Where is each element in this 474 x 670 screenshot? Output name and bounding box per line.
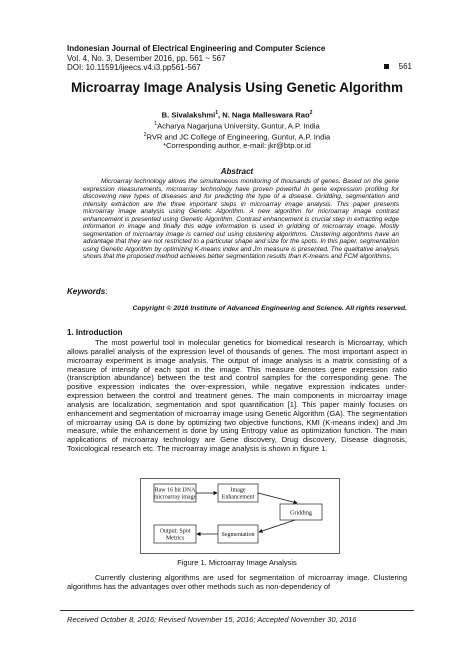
figure-caption: Figure 1. Microarray Image Analysis [177, 558, 297, 567]
box-output-spot-metrics [154, 525, 196, 543]
author-block [0, 109, 474, 151]
paragraph-2: Currently clustering algorithms are used for segmentation of microarray image. Clustering algorithms has the advantages over other methods such as non-dependency of [67, 573, 407, 591]
section-heading: 1. Introduction [67, 328, 123, 337]
box-raw-image [154, 484, 197, 502]
svg-text:Metrics: Metrics [165, 535, 185, 542]
abstract-text: Microarray technology allows the simultaneous monitoring of thousands of genes. Based on the gene expression measurements, microarray technology have proven powerful in gene expression profiling for discovering new types of diseases and for predicting the type of a disease. Gridding, segmentation and intensity extraction are the three important steps in microarray image analysis. This paper presents microarray image analysis using Genetic Algorithm. A new algorithm for microarray image contrast enhancement is presented using Genetic Algorithm. Contrast enhancement is crucial step in extracting edge information in image and finally this edge information is used in gridding of microarray image. Mostly segmentation of microarray image is carried out using clustering algorithms. Clustering algorithms have an advantage that they are not restricted to a particular shape and size for the spots. In this paper, segmentation using Genetic Algorithm by optimizing K-means index and Jm measure is presented. The qualitative analysis shows that the proposed method achieves better segmentation results than K-means and FCM algorithms. [83, 178, 399, 261]
footer-divider [60, 610, 414, 611]
svg-text:Image: Image [230, 487, 246, 494]
keywords-label: Keywords: [67, 287, 108, 296]
page-number: 561 [384, 62, 412, 71]
arrow-gridding-to-segmentation [259, 520, 295, 532]
box-image-enhancement [218, 484, 258, 502]
svg-text:Gridding: Gridding [290, 510, 312, 517]
svg-text:Raw 16 bit DNA: Raw 16 bit DNA [154, 487, 196, 494]
volume-info: Vol. 4, No. 3, Desember 2016, pp. 561 ~ 567 [67, 54, 226, 63]
affiliation-1: $^1$Acharya Nagarjuna University, Guntur, A.P. India [154, 121, 320, 131]
intro-paragraph: The most powerful tool in molecular genetics for biomedical research is Microarray, which allows parallel analysis of the expression level of thousands of genes. The most important aspect in microarray experiment is image analysis. The output of image analysis is a matrix consisting of a measure of intensity of each spot in the image. This measure denotes gene expression ratio (transcription abundance) between the test and control samples for the corresponding gene. The positive expression indicates the over-expression, while negative expression indicates under-expression between the control and treatment genes. The main components in microarray image analysis are localization, segmentation and spot quantification [1]. This paper mainly focuses on enhancement and segmentation of microarray image using Genetic Algorithm (GA). The segmentation of microarray using GA is done by optimizing two objective functions, KMI (K-means index) and Jm measure, while the enhancement is done by using Entropy value as optimization function. The main applications of microarray technology are Gene discovery, Drug discovery, Disease diagnosis, Toxicological research etc. The microarray image analysis is shown in figure 1. [67, 338, 407, 454]
received-dates: Received October 8, 2016; Revised November 15, 2016; Accepted November 30, 2016 [67, 615, 357, 624]
flow-diagram [140, 478, 340, 554]
square-bullet-icon [384, 64, 389, 69]
affiliation-2: $^2$RVR and JC College of Engineering, Guntur, A.P. India [143, 132, 331, 142]
arrow-enhance-to-gridding [258, 493, 297, 503]
svg-text:Output: Spot: Output: Spot [159, 528, 191, 535]
box-segmentation [218, 525, 258, 543]
svg-text:Enhancement: Enhancement [221, 494, 255, 501]
author-names: B. Sivalakshmi$^1$, N. Naga Malleswara Rao$^2$ [161, 110, 313, 120]
svg-text:microarray image: microarray image [153, 494, 197, 501]
paper-title: Microarray Image Analysis Using Genetic Algorithm [70, 80, 404, 95]
corresponding-author: *Corresponding author, e-mail: jkr@btp.or.id [163, 141, 311, 151]
svg-text:Segmentation: Segmentation [221, 532, 255, 538]
abstract-heading: Abstract [220, 167, 254, 176]
doi: DOI: 10.11591/ijeecs.v4.i3.pp561-567 [67, 63, 201, 72]
copyright-notice: Copyright © 2016 Institute of Advanced Engineering and Science. All rights reserved. [132, 305, 407, 312]
box-gridding [280, 504, 322, 520]
journal-name: Indonesian Journal of Electrical Engineering and Computer Science [67, 44, 326, 53]
